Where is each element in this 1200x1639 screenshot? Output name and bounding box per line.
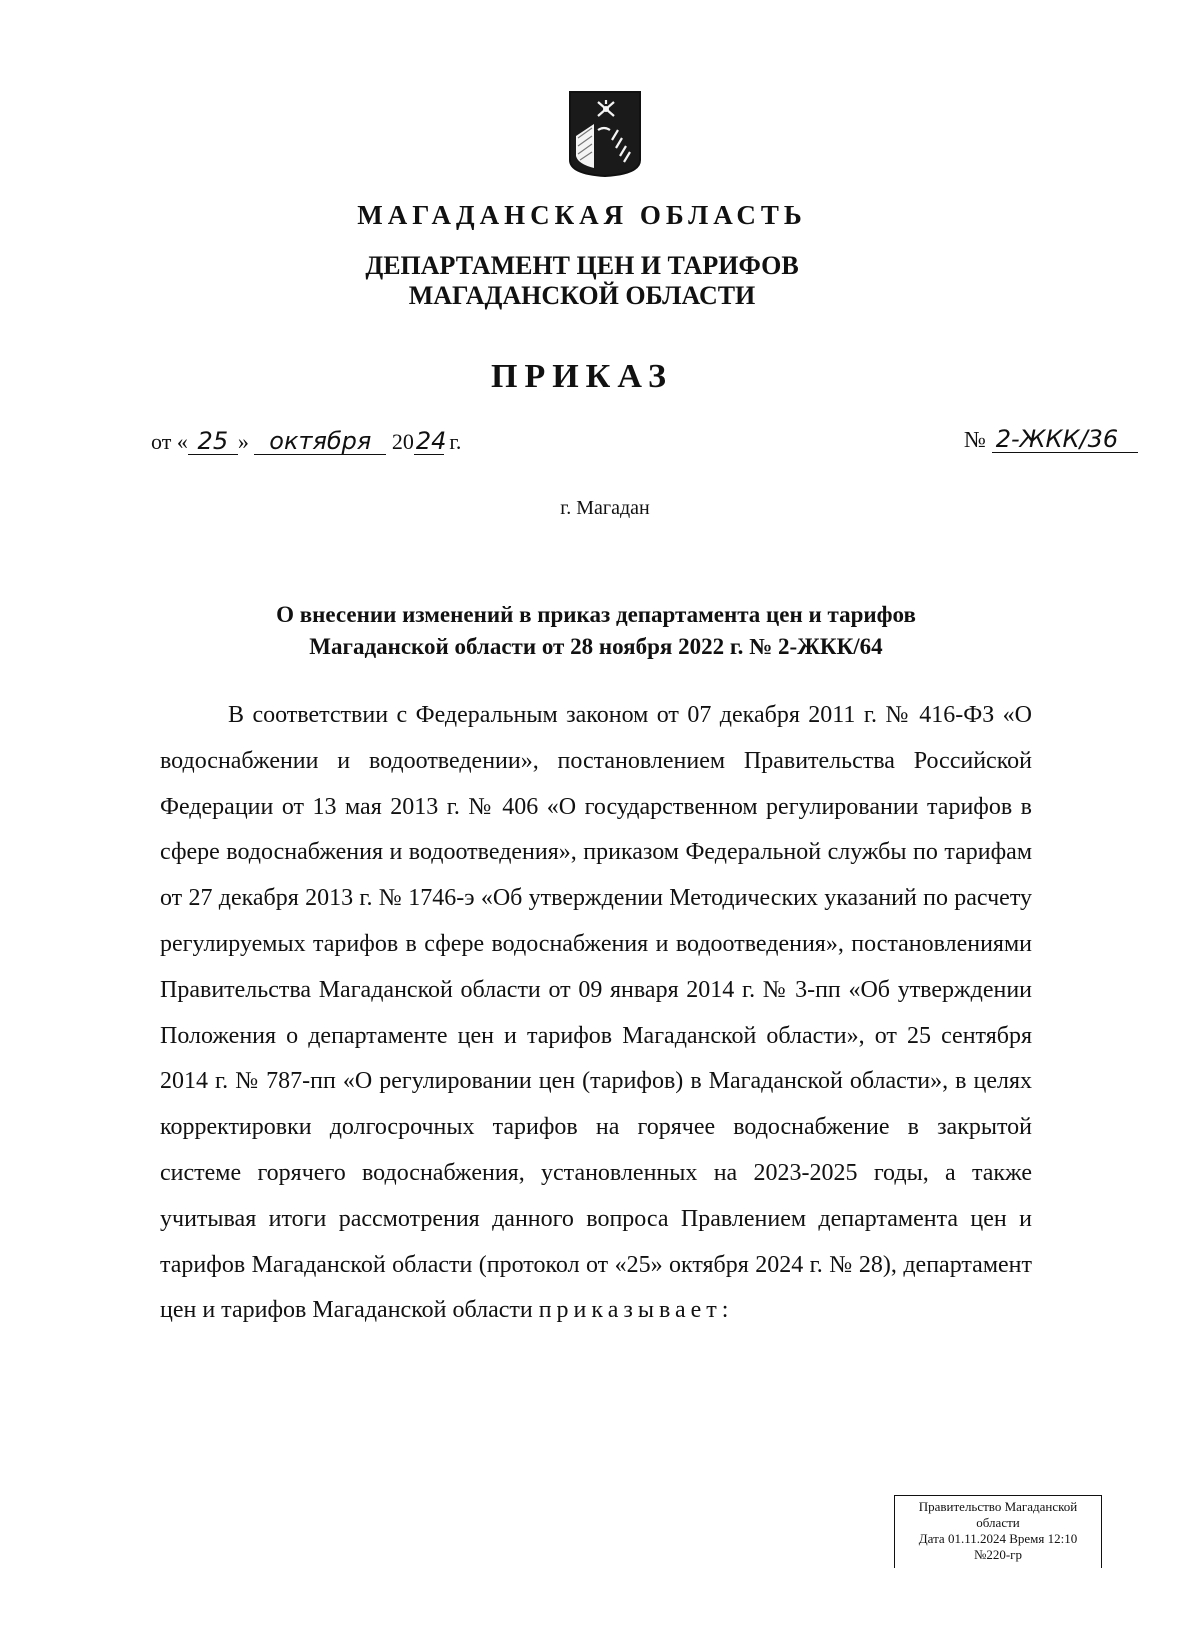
number-value-handwritten: 2-ЖКК/36 [992,426,1138,453]
order-verb: приказывает: [538,1297,734,1324]
stamp-line3: Дата 01.11.2024 Время 12:10 [918,1531,1078,1546]
stamp-line1: Правительство Магаданской [918,1499,1078,1514]
preamble-text: В соответствии с Федеральным законом от 07 декабря 2011 г. № 416-ФЗ «О водоснабжении и водоотведении», постановлением Правительства Российской Федерации от 13 мая 2013 г. № 406 «О государственном регулировании тарифов в сфере водоснабжения и водоотведения», приказом Федеральной службы по тарифам от 27 декабря 2013 г. № 1746-э «Об утверждении Методических указаний по расчету регулируемых тарифов в сфере водоснабжения и водоотведения», постановлениями Правительства Магаданской области от 09 января 2014 г. № 3-пп «Об утверждении Положения о департаменте цен и тарифов Магаданской области», от 25 сентября 2014 г. № 787-пп «О регулировании цен (тарифов) в Магаданской области», в целях корректировки долгосрочных тарифов на горячее водоснабжение в закрытой системе горячего водоснабжения, установленных на 2023-2025 годы, а также учитывая итоги рассмотрения данного вопроса Правлением департамента цен и тарифов Магаданской области (протокол от «25» октября 2024 г. № 28), департамент цен и тарифов Магаданской области [160,702,1032,1324]
order-subject [160,599,1032,663]
stamp-line2: области [976,1515,1020,1530]
region-title: МАГАДАНСКАЯ ОБЛАСТЬ [357,200,807,230]
department-name [10,251,1154,311]
date-year-prefix: 20 [391,429,414,454]
order-date [151,428,461,455]
number-prefix: № [964,427,986,452]
date-month-handwritten: октября [254,428,386,455]
registration-stamp [894,1495,1102,1568]
document-type-title: ПРИКАЗ [491,358,673,395]
date-suffix: г. [449,429,462,454]
department-name-line2: МАГАДАНСКОЙ ОБЛАСТИ [408,281,756,310]
date-year-handwritten: 24 [415,427,447,455]
department-name-line1: ДЕПАРТАМЕНТ ЦЕН И ТАРИФОВ [365,251,799,280]
coat-of-arms-emblem [568,90,642,178]
subject-line2: Магаданской области от 28 ноября 2022 г. № 2-ЖКК/64 [309,634,883,659]
preamble-paragraph [160,693,1032,1334]
date-day-handwritten: 25 [188,428,238,455]
order-number [964,426,1138,453]
place-of-issue: г. Магадан [560,497,650,519]
stamp-line4: №220-гр [973,1547,1023,1562]
date-mid: » [237,429,249,454]
subject-line1: О внесении изменений в приказ департамента цен и тарифов [276,602,916,627]
date-prefix: от « [151,429,188,454]
